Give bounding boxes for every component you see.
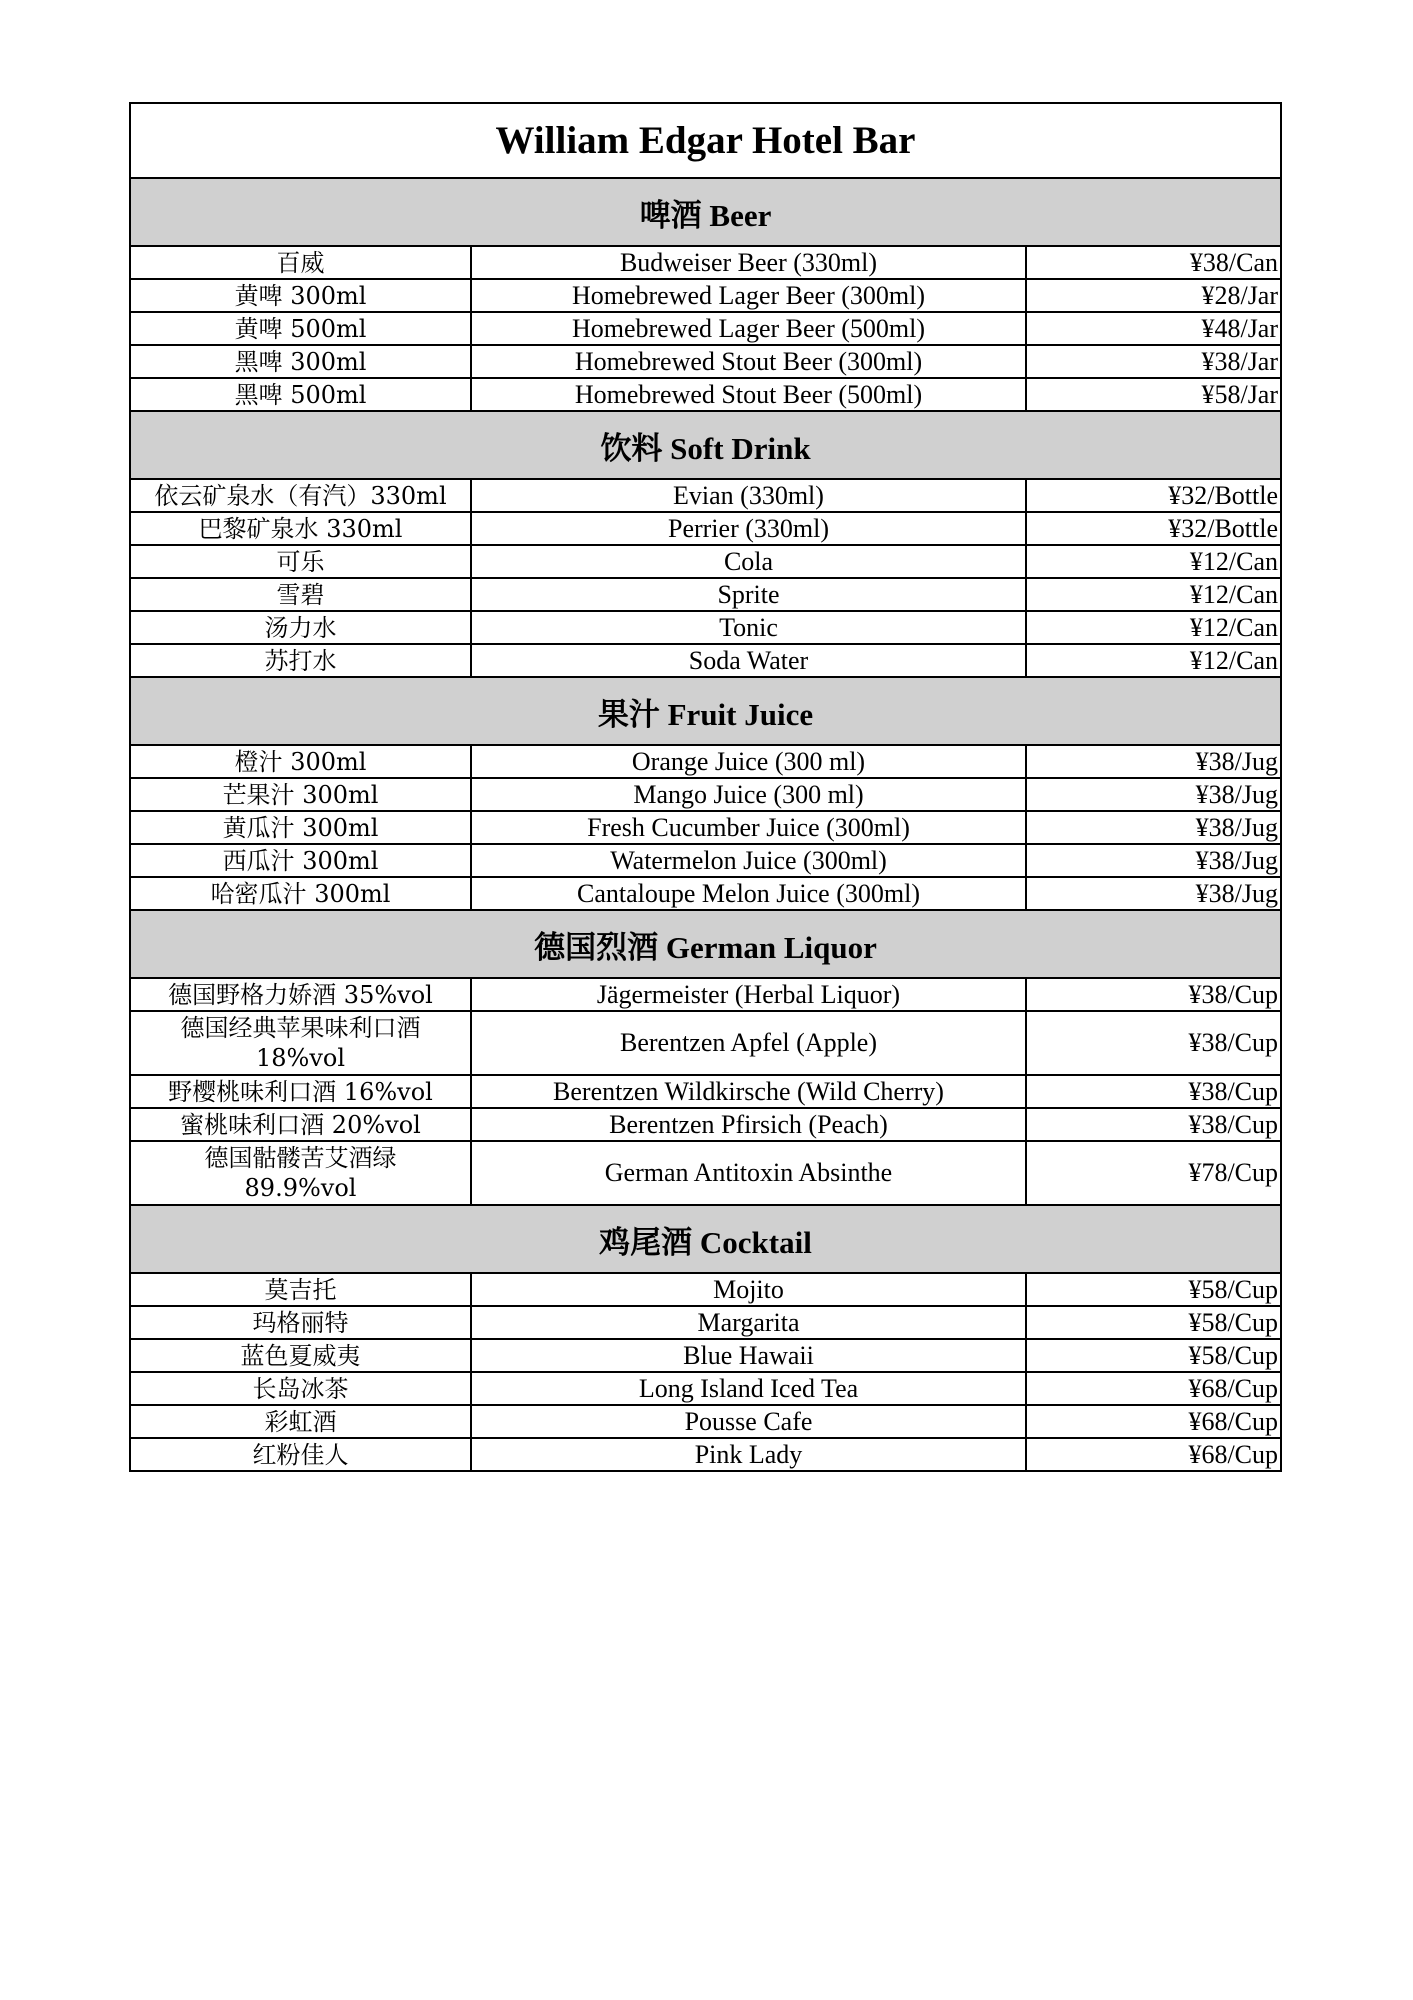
english-name: Orange Juice (300 ml) [471, 745, 1026, 778]
price: ¥38/Jug [1026, 778, 1281, 811]
price: ¥58/Jar [1026, 378, 1281, 411]
section-heading: 饮料 Soft Drink [130, 411, 1281, 479]
chinese-name: 苏打水 [130, 644, 471, 677]
price: ¥38/Jug [1026, 877, 1281, 910]
chinese-name: 彩虹酒 [130, 1405, 471, 1438]
menu-item-row [130, 745, 1281, 778]
english-name: Sprite [471, 578, 1026, 611]
menu-item-row [130, 279, 1281, 312]
english-name: Pousse Cafe [471, 1405, 1026, 1438]
english-name: Watermelon Juice (300ml) [471, 844, 1026, 877]
chinese-name: 德国经典苹果味利口酒 18%vol [130, 1011, 471, 1075]
menu-title: William Edgar Hotel Bar [130, 103, 1281, 178]
chinese-name: 黄啤 300ml [130, 279, 471, 312]
english-name: Berentzen Pfirsich (Peach) [471, 1108, 1026, 1141]
chinese-name: 黄啤 500ml [130, 312, 471, 345]
section-heading: 鸡尾酒 Cocktail [130, 1205, 1281, 1273]
chinese-name: 雪碧 [130, 578, 471, 611]
section-header-row [130, 677, 1281, 745]
price: ¥38/Jug [1026, 811, 1281, 844]
price: ¥38/Jug [1026, 844, 1281, 877]
price: ¥38/Cup [1026, 1108, 1281, 1141]
menu-item-row [130, 877, 1281, 910]
chinese-name: 德国野格力娇酒 35%vol [130, 978, 471, 1011]
english-name: Homebrewed Stout Beer (300ml) [471, 345, 1026, 378]
price: ¥38/Jug [1026, 745, 1281, 778]
english-name: Mojito [471, 1273, 1026, 1306]
menu-item-row [130, 312, 1281, 345]
english-name: Perrier (330ml) [471, 512, 1026, 545]
price: ¥28/Jar [1026, 279, 1281, 312]
english-name: Cantaloupe Melon Juice (300ml) [471, 877, 1026, 910]
price: ¥78/Cup [1026, 1141, 1281, 1205]
menu-item-row [130, 1372, 1281, 1405]
price: ¥12/Can [1026, 545, 1281, 578]
chinese-name: 橙汁 300ml [130, 745, 471, 778]
english-name: Jägermeister (Herbal Liquor) [471, 978, 1026, 1011]
menu-item-row [130, 811, 1281, 844]
chinese-name: 芒果汁 300ml [130, 778, 471, 811]
chinese-name: 黑啤 300ml [130, 345, 471, 378]
chinese-name: 野樱桃味利口酒 16%vol [130, 1075, 471, 1108]
english-name: Pink Lady [471, 1438, 1026, 1471]
chinese-name: 哈密瓜汁 300ml [130, 877, 471, 910]
chinese-name: 长岛冰茶 [130, 1372, 471, 1405]
section-heading: 果汁 Fruit Juice [130, 677, 1281, 745]
english-name: Blue Hawaii [471, 1339, 1026, 1372]
price: ¥38/Can [1026, 246, 1281, 279]
english-name: Cola [471, 545, 1026, 578]
price: ¥38/Cup [1026, 1075, 1281, 1108]
price: ¥32/Bottle [1026, 512, 1281, 545]
price: ¥32/Bottle [1026, 479, 1281, 512]
menu-item-row [130, 1339, 1281, 1372]
menu-item-row [130, 578, 1281, 611]
menu-item-row [130, 545, 1281, 578]
price: ¥48/Jar [1026, 312, 1281, 345]
menu-table [129, 102, 1282, 1472]
chinese-name: 巴黎矿泉水 330ml [130, 512, 471, 545]
chinese-name: 可乐 [130, 545, 471, 578]
chinese-name: 莫吉托 [130, 1273, 471, 1306]
english-name: Fresh Cucumber Juice (300ml) [471, 811, 1026, 844]
price: ¥58/Cup [1026, 1273, 1281, 1306]
price: ¥38/Cup [1026, 1011, 1281, 1075]
menu-item-row [130, 644, 1281, 677]
menu-item-row [130, 1011, 1281, 1075]
menu-item-row [130, 246, 1281, 279]
chinese-name: 红粉佳人 [130, 1438, 471, 1471]
price: ¥12/Can [1026, 578, 1281, 611]
english-name: Berentzen Wildkirsche (Wild Cherry) [471, 1075, 1026, 1108]
menu-item-row [130, 844, 1281, 877]
english-name: Homebrewed Lager Beer (300ml) [471, 279, 1026, 312]
price: ¥12/Can [1026, 644, 1281, 677]
price: ¥38/Cup [1026, 978, 1281, 1011]
menu-item-row [130, 1405, 1281, 1438]
price: ¥68/Cup [1026, 1372, 1281, 1405]
section-header-row [130, 1205, 1281, 1273]
english-name: Homebrewed Lager Beer (500ml) [471, 312, 1026, 345]
english-name: German Antitoxin Absinthe [471, 1141, 1026, 1205]
menu-item-row [130, 1075, 1281, 1108]
english-name: Margarita [471, 1306, 1026, 1339]
english-name: Budweiser Beer (330ml) [471, 246, 1026, 279]
menu-item-row [130, 345, 1281, 378]
menu-item-row [130, 1438, 1281, 1471]
price: ¥58/Cup [1026, 1339, 1281, 1372]
chinese-name: 黄瓜汁 300ml [130, 811, 471, 844]
section-header-row [130, 411, 1281, 479]
section-header-row [130, 910, 1281, 978]
english-name: Mango Juice (300 ml) [471, 778, 1026, 811]
menu-item-row [130, 1306, 1281, 1339]
english-name: Soda Water [471, 644, 1026, 677]
chinese-name: 德国骷髅苦艾酒绿 89.9%vol [130, 1141, 471, 1205]
title-row [130, 103, 1281, 178]
menu-item-row [130, 978, 1281, 1011]
menu-item-row [130, 1273, 1281, 1306]
chinese-name: 蓝色夏威夷 [130, 1339, 471, 1372]
section-heading: 德国烈酒 German Liquor [130, 910, 1281, 978]
menu-item-row [130, 1141, 1281, 1205]
chinese-name: 蜜桃味利口酒 20%vol [130, 1108, 471, 1141]
english-name: Berentzen Apfel (Apple) [471, 1011, 1026, 1075]
price: ¥58/Cup [1026, 1306, 1281, 1339]
chinese-name: 依云矿泉水（有汽）330ml [130, 479, 471, 512]
chinese-name: 百威 [130, 246, 471, 279]
english-name: Evian (330ml) [471, 479, 1026, 512]
chinese-name: 西瓜汁 300ml [130, 844, 471, 877]
menu-item-row [130, 778, 1281, 811]
english-name: Long Island Iced Tea [471, 1372, 1026, 1405]
section-heading: 啤酒 Beer [130, 178, 1281, 246]
menu-item-row [130, 611, 1281, 644]
english-name: Homebrewed Stout Beer (500ml) [471, 378, 1026, 411]
chinese-name: 汤力水 [130, 611, 471, 644]
menu-item-row [130, 378, 1281, 411]
price: ¥68/Cup [1026, 1438, 1281, 1471]
chinese-name: 玛格丽特 [130, 1306, 471, 1339]
menu-item-row [130, 479, 1281, 512]
english-name: Tonic [471, 611, 1026, 644]
price: ¥12/Can [1026, 611, 1281, 644]
section-header-row [130, 178, 1281, 246]
menu-item-row [130, 1108, 1281, 1141]
price: ¥38/Jar [1026, 345, 1281, 378]
price: ¥68/Cup [1026, 1405, 1281, 1438]
menu-item-row [130, 512, 1281, 545]
chinese-name: 黑啤 500ml [130, 378, 471, 411]
